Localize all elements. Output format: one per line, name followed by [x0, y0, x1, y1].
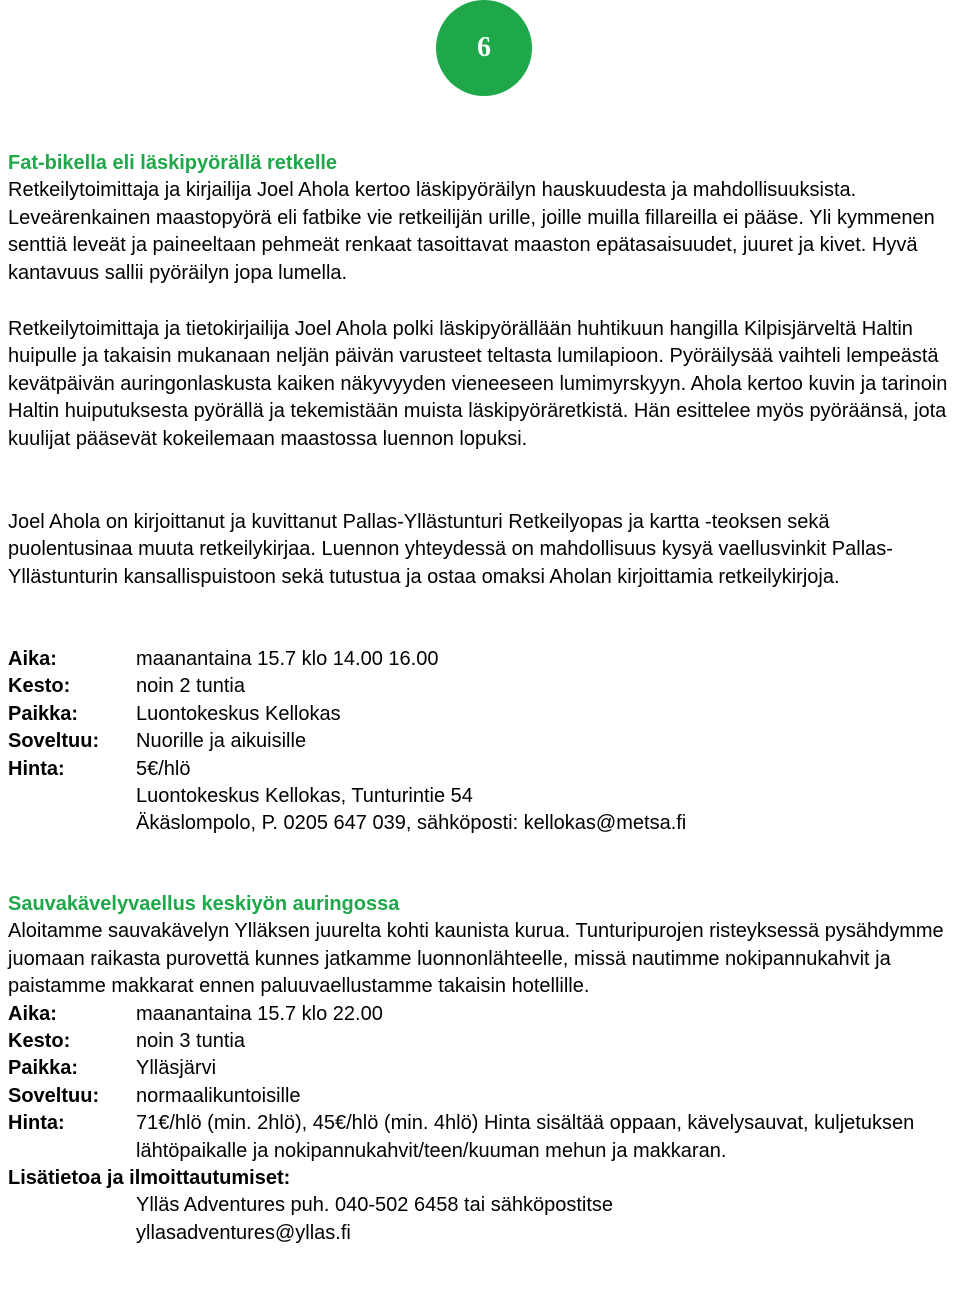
contact-line-2: yllasadventures@yllas.fi [136, 1221, 351, 1244]
detail-label: Aika: [8, 1002, 57, 1025]
detail-row-price [8, 1110, 956, 1165]
page-number-badge [436, 0, 532, 96]
event-intro: Aloitamme sauvakävelyn Ylläksen juurelta kohti kaunista kurua. Tunturipurojen risteyksessä pysähdymme juomaan raikasta purovettä kunnes jatkamme luonnonlähteelle, missä nautimme nokipannukahvit ja paistamme makkarat ennen paluuvaellustamme takaisin hotellille. [8, 920, 944, 998]
event-fatbike-paragraph-2 [8, 316, 956, 453]
detail-value: 5€/hlö [136, 757, 191, 780]
event-description: Retkeilytoimittaja ja tietokirjailija Joel Ahola polki läskipyörällään huhtikuun hangilla Kilpisjärveltä Haltin huipulle ja takaisin mukanaan neljän päivän varusteet teltasta lumilapioon. Pyöräilysää vaihteli lempeästä kevätpäivän auringonlaskusta kaiken näkyvyyden vieneeseen lumimyrskyyn. Ahola kertoo kuvin ja tarinoin Haltin huiputuksesta pyörällä ja tekemistään muista läskipyöräretkistä. Hän esittelee myös pyöräänsä, jota kuulijat pääsevät kokeilemaan maastossa luennon lopuksi. [8, 318, 948, 450]
detail-label: Kesto: [8, 1030, 71, 1053]
detail-value: Luontokeskus Kellokas [136, 702, 341, 725]
detail-label: Paikka: [8, 702, 79, 725]
event-fatbike-details [8, 646, 956, 838]
contact-line-1: Ylläs Adventures puh. 040-502 6458 tai sähköpostitse [136, 1194, 613, 1217]
event-title: Sauvakävelyvaellus keskiyön auringossa [8, 893, 400, 915]
detail-row-time [8, 646, 956, 673]
detail-row-suitable [8, 1083, 956, 1110]
detail-value: maanantaina 15.7 klo 14.00 16.00 [136, 648, 439, 670]
detail-label: Paikka: [8, 1057, 79, 1080]
event-title: Fat-bikella eli läskipyörällä retkelle [8, 152, 338, 174]
address-line-1: Luontokeskus Kellokas, Tunturintie 54 [136, 784, 473, 807]
detail-label: Hinta: [8, 757, 65, 780]
detail-row-duration [8, 1028, 956, 1055]
detail-label: Kesto: [8, 675, 71, 698]
detail-row-duration [8, 673, 956, 700]
detail-row-place [8, 701, 956, 728]
detail-label: Hinta: [8, 1112, 65, 1135]
detail-label: Aika: [8, 648, 57, 670]
address-line-2: Äkäslompolo, P. 0205 647 039, sähköposti: kellokas@metsa.fi [136, 812, 687, 835]
detail-label: Soveltuu: [8, 730, 100, 753]
page-number: 6 [477, 32, 491, 63]
detail-value: Nuorille ja aikuisille [136, 730, 307, 753]
event-nordic-walking [8, 891, 956, 1247]
event-fatbike-paragraph-3 [8, 509, 956, 591]
detail-label: Soveltuu: [8, 1084, 100, 1107]
detail-row-suitable [8, 728, 956, 755]
detail-row-time [8, 1001, 956, 1028]
detail-row-price [8, 756, 956, 783]
detail-row-place [8, 1055, 956, 1082]
detail-value: 71€/hlö (min. 2hlö), 45€/hlö (min. 4hlö) Hinta sisältää oppaan, kävelysauvat, kuljetuksen lähtöpaikalle ja nokipannukahvit/teen/kuuman mehun ja makkaran. [136, 1112, 915, 1162]
event-intro: Retkeilytoimittaja ja kirjailija Joel Ahola kertoo läskipyöräilyn hauskuudesta ja mahdollisuuksista. Leveärenkainen maastopyörä eli fatbike vie retkeilijän urille, joille muilla fillareilla ei pääse. Yli kymmenen senttiä leveät ja paineeltaan pehmeät renkaat tasoittavat maaston epätasaisuudet, juuret ja kivet. Hyvä kantavuus sallii pyöräilyn jopa lumella. [8, 179, 935, 284]
detail-value: maanantaina 15.7 klo 22.00 [136, 1002, 383, 1025]
detail-value: Ylläsjärvi [136, 1057, 217, 1080]
detail-value: noin 2 tuntia [136, 675, 245, 698]
detail-value: noin 3 tuntia [136, 1030, 245, 1053]
address-line [8, 783, 956, 810]
detail-value: normaalikuntoisille [136, 1084, 301, 1107]
more-info-label: Lisätietoa ja ilmoittautumiset: [8, 1167, 291, 1189]
event-description: Joel Ahola on kirjoittanut ja kuvittanut Pallas-Yllästunturi Retkeilyopas ja kartta -teoksen sekä puolentusinaa muuta retkeilykirjaa. Luennon yhteydessä on mahdollisuus kysyä vaellusvinkit Pallas-Yllästunturin kansallispuistoon sekä tutustua ja ostaa omaksi Aholan kirjoittamia retkeilykirjoja. [8, 511, 893, 588]
event-fatbike [8, 150, 956, 287]
address-line [8, 810, 956, 837]
